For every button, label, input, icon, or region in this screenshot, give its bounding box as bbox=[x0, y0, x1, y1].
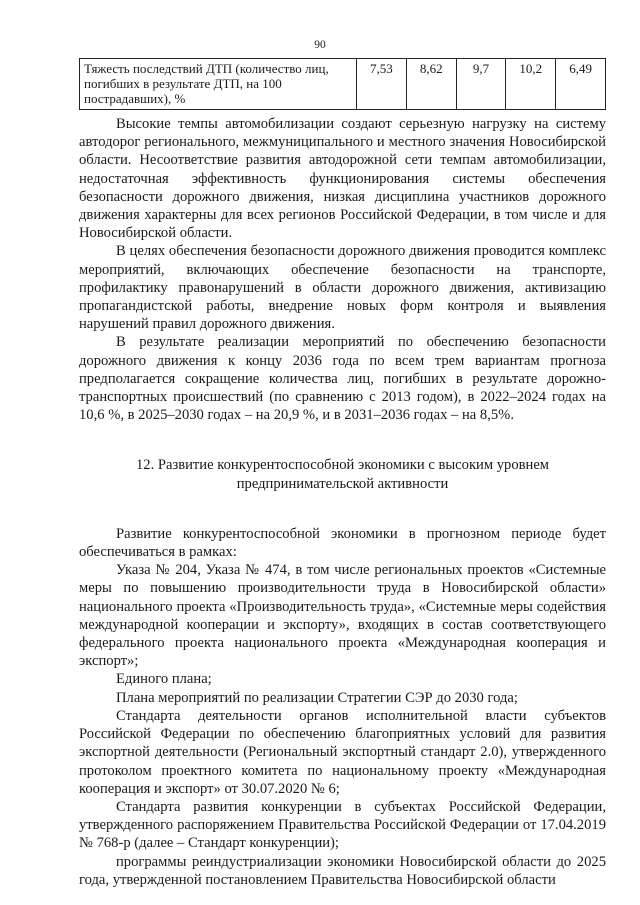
indicator-table bbox=[79, 58, 606, 110]
paragraph: Плана мероприятий по реализации Стратегии СЭР до 2030 года; bbox=[116, 689, 518, 706]
table-cell-value: 9,7 bbox=[456, 59, 506, 110]
document-body bbox=[79, 115, 606, 889]
page-number: 90 bbox=[314, 39, 326, 51]
table-cell-value: 7,53 bbox=[357, 59, 407, 110]
section-title: 12. Развитие конкурентоспособной экономики с высоким уровнем предпринимательской активности bbox=[135, 457, 550, 492]
table-cell-value: 8,62 bbox=[406, 59, 456, 110]
paragraph: Стандарта деятельности органов исполнительной власти субъектов Российской Федерации по обеспечению благоприятных условий для развития экспортной деятельности (Региональный экспортный стандарт 2.0), утвержденного протоколом проектного комитета по национальному проекту «Международная кооперация и экспорт» от 30.07.2020 № 6; bbox=[79, 707, 606, 797]
paragraph: Указа № 204, Указа № 474, в том числе региональных проектов «Системные меры по повышению производительности труда в Новосибирской области» национального проекта «Производительность труда», «Системные меры содействия международной кооперации и экспорту», входящих в состав соответствующего федерального проекта национального проекта «Международная кооперация и экспорт»; bbox=[79, 562, 606, 670]
table-row bbox=[80, 59, 606, 110]
paragraph: Высокие темпы автомобилизации создают серьезную нагрузку на систему автодорог регионального, межмуниципального и местного значения Новосибирской области. Несоответствие развития автодорожной сети темпам автомобилизации, недостаточная эффективность функционирования системы обеспечения безопасности дорожного движения, низкая дисциплина участников дорожного движения характерны для всех регионов Российской Федерации, в том числе и для Новосибирской области. bbox=[79, 116, 606, 242]
paragraph: В целях обеспечения безопасности дорожного движения проводится комплекс мероприятий, включающих обеспечение безопасности на транспорте, профилактику правонарушений в области дорожного движения, активизацию пропагандистской работы, внедрение новых форм контроля и выявления нарушений правил дорожного движения. bbox=[79, 243, 606, 333]
table-cell-value: 6,49 bbox=[556, 59, 606, 110]
paragraph: Единого плана; bbox=[116, 671, 212, 688]
paragraph: Стандарта развития конкуренции в субъектах Российской Федерации, утвержденного распоряжением Правительства Российской Федерации от 17.04.2019 № 768-р (далее – Стандарт конкуренции); bbox=[79, 798, 606, 852]
paragraph: В результате реализации мероприятий по обеспечению безопасности дорожного движения к концу 2036 года по всем трем вариантам прогноза предполагается сокращение количества лиц, погибших в результате дорожно-транспортных происшествий (по сравнению с 2013 годом), в 2022–2024 годах на 10,6 %, в 2025–2030 годах – на 20,9 %, и в 2031–2036 годах – на 8,5%. bbox=[79, 334, 606, 424]
paragraph: программы реиндустриализации экономики Новосибирской области до 2025 года, утвержденной постановлением Правительства Новосибирской области bbox=[79, 853, 606, 888]
table-row-label: Тяжесть последствий ДТП (количество лиц, погибших в результате ДТП, на 100 пострадавших), % bbox=[80, 59, 357, 110]
table-cell-value: 10,2 bbox=[506, 59, 556, 110]
paragraph: Развитие конкурентоспособной экономики в прогнозном периоде будет обеспечиваться в рамках: bbox=[79, 525, 606, 561]
